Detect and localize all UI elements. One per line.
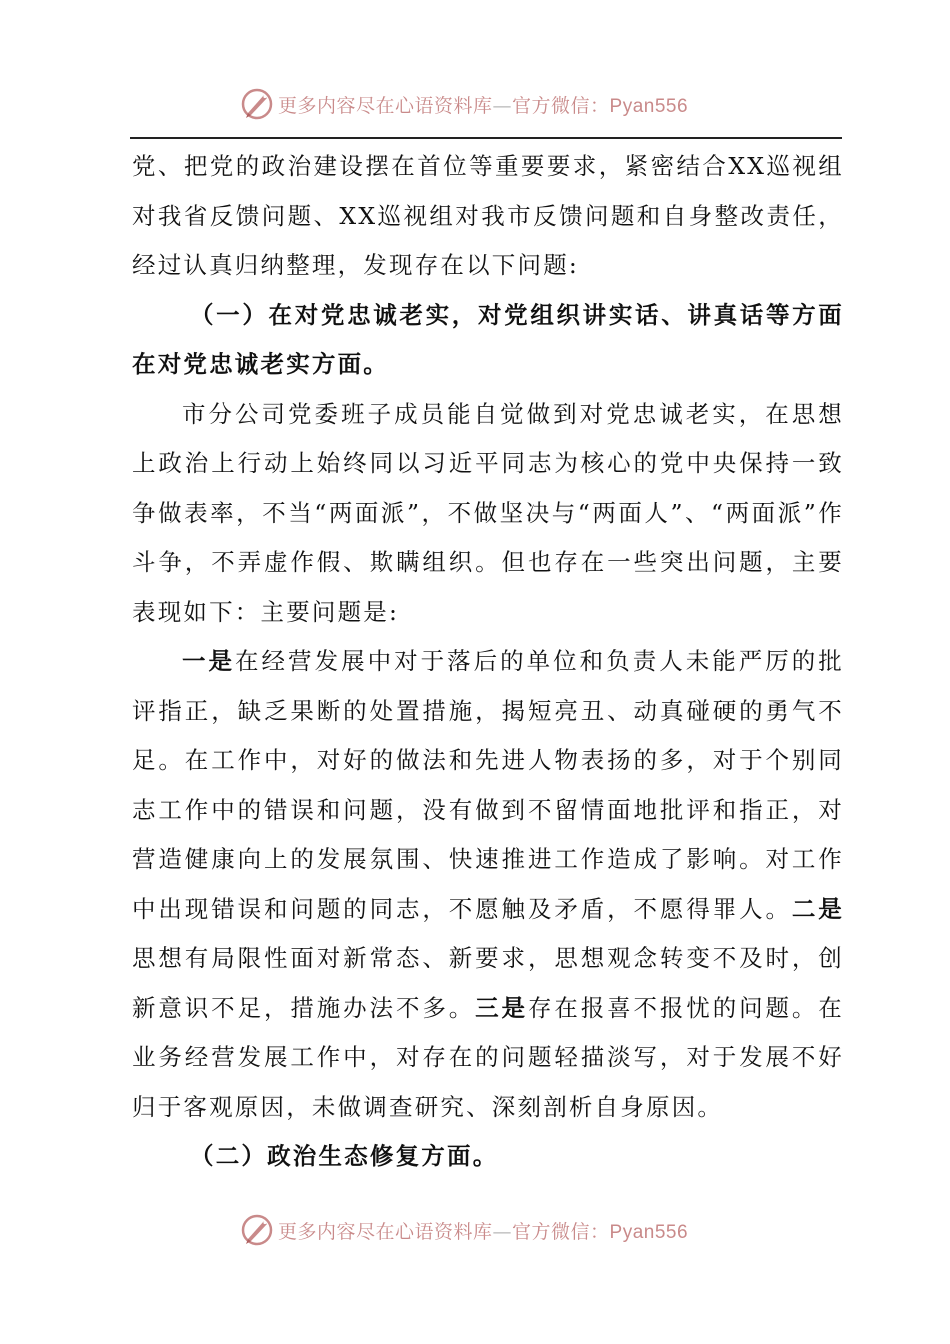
footer-watermark-text bbox=[278, 1217, 688, 1244]
page-header bbox=[0, 82, 950, 126]
problem-text-1: 在经营发展中对于落后的单位和负责人未能严厉的批评指正，缺乏果断的处置措施，揭短亮丑、动真碰硬的勇气不足。在工作中，对好的做法和先进人物表扬的多，对于个别同志工作中的错误和问题，没有做到不留情面地批评和指正，对营造健康向上的发展氛围、快速推进工作造成了影响。对工作中出现错误和问题的同志，不愿触及矛盾，不愿得罪人。 bbox=[132, 647, 844, 923]
problem-text-2: 思想有局限性面对新常态、新要求，思想观念转变不及时，创新意识不足，措施办法不多。 bbox=[132, 944, 844, 1022]
paragraph-problems bbox=[132, 637, 844, 1132]
watermark-brand: 更多内容尽在心语资料库 bbox=[278, 94, 493, 117]
watermark-suffix: 官方微信： bbox=[512, 94, 610, 117]
page-footer bbox=[0, 1208, 950, 1252]
paragraph-overview: 市分公司党委班子成员能自觉做到对党忠诚老实，在思想上政治上行动上始终同以习近平同志为核心的党中央保持一致争做表率，不当“两面派”，不做坚决与“两面人”、“两面派”作斗争，不弄虚作假、欺瞒组织。但也存在一些突出问题，主要表现如下：主要问题是: bbox=[132, 399, 844, 626]
header-rule bbox=[130, 137, 842, 139]
problem-marker-3: 三是 bbox=[475, 993, 528, 1022]
watermark-brand: 更多内容尽在心语资料库 bbox=[278, 1220, 493, 1243]
footer-watermark bbox=[240, 1212, 688, 1248]
watermark-separator: — bbox=[492, 94, 513, 117]
watermark-separator: — bbox=[492, 1220, 513, 1243]
header-watermark-text bbox=[278, 91, 688, 118]
pen-circle-logo-icon bbox=[240, 1213, 274, 1247]
document-body bbox=[132, 142, 844, 1182]
watermark-suffix: 官方微信： bbox=[512, 1220, 610, 1243]
problem-marker-1: 一是 bbox=[182, 647, 236, 675]
problem-marker-2: 二是 bbox=[791, 894, 845, 923]
pen-circle-logo-icon bbox=[240, 87, 274, 121]
watermark-code: Pyan556 bbox=[609, 1221, 689, 1243]
paragraph-intro: 党、把党的政治建设摆在首位等重要要求，紧密结合XX巡视组对我省反馈问题、XX巡视组对我市反馈问题和自身整改责任，经过认真归纳整理，发现存在以下问题: bbox=[132, 152, 844, 279]
problem-text-3: 存在报喜不报忧的问题。在业务经营发展工作中，对存在的问题轻描淡写，对于发展不好归于客观原因，未做调查研究、深刻剖析自身原因。 bbox=[132, 993, 844, 1121]
section-heading-2: （二）政治生态修复方面。 bbox=[190, 1142, 499, 1170]
section-heading-1: （一）在对党忠诚老实，对党组织讲实话、讲真话等方面在对党忠诚老实方面。 bbox=[132, 300, 844, 378]
watermark-code: Pyan556 bbox=[609, 95, 689, 117]
header-watermark bbox=[240, 86, 688, 122]
